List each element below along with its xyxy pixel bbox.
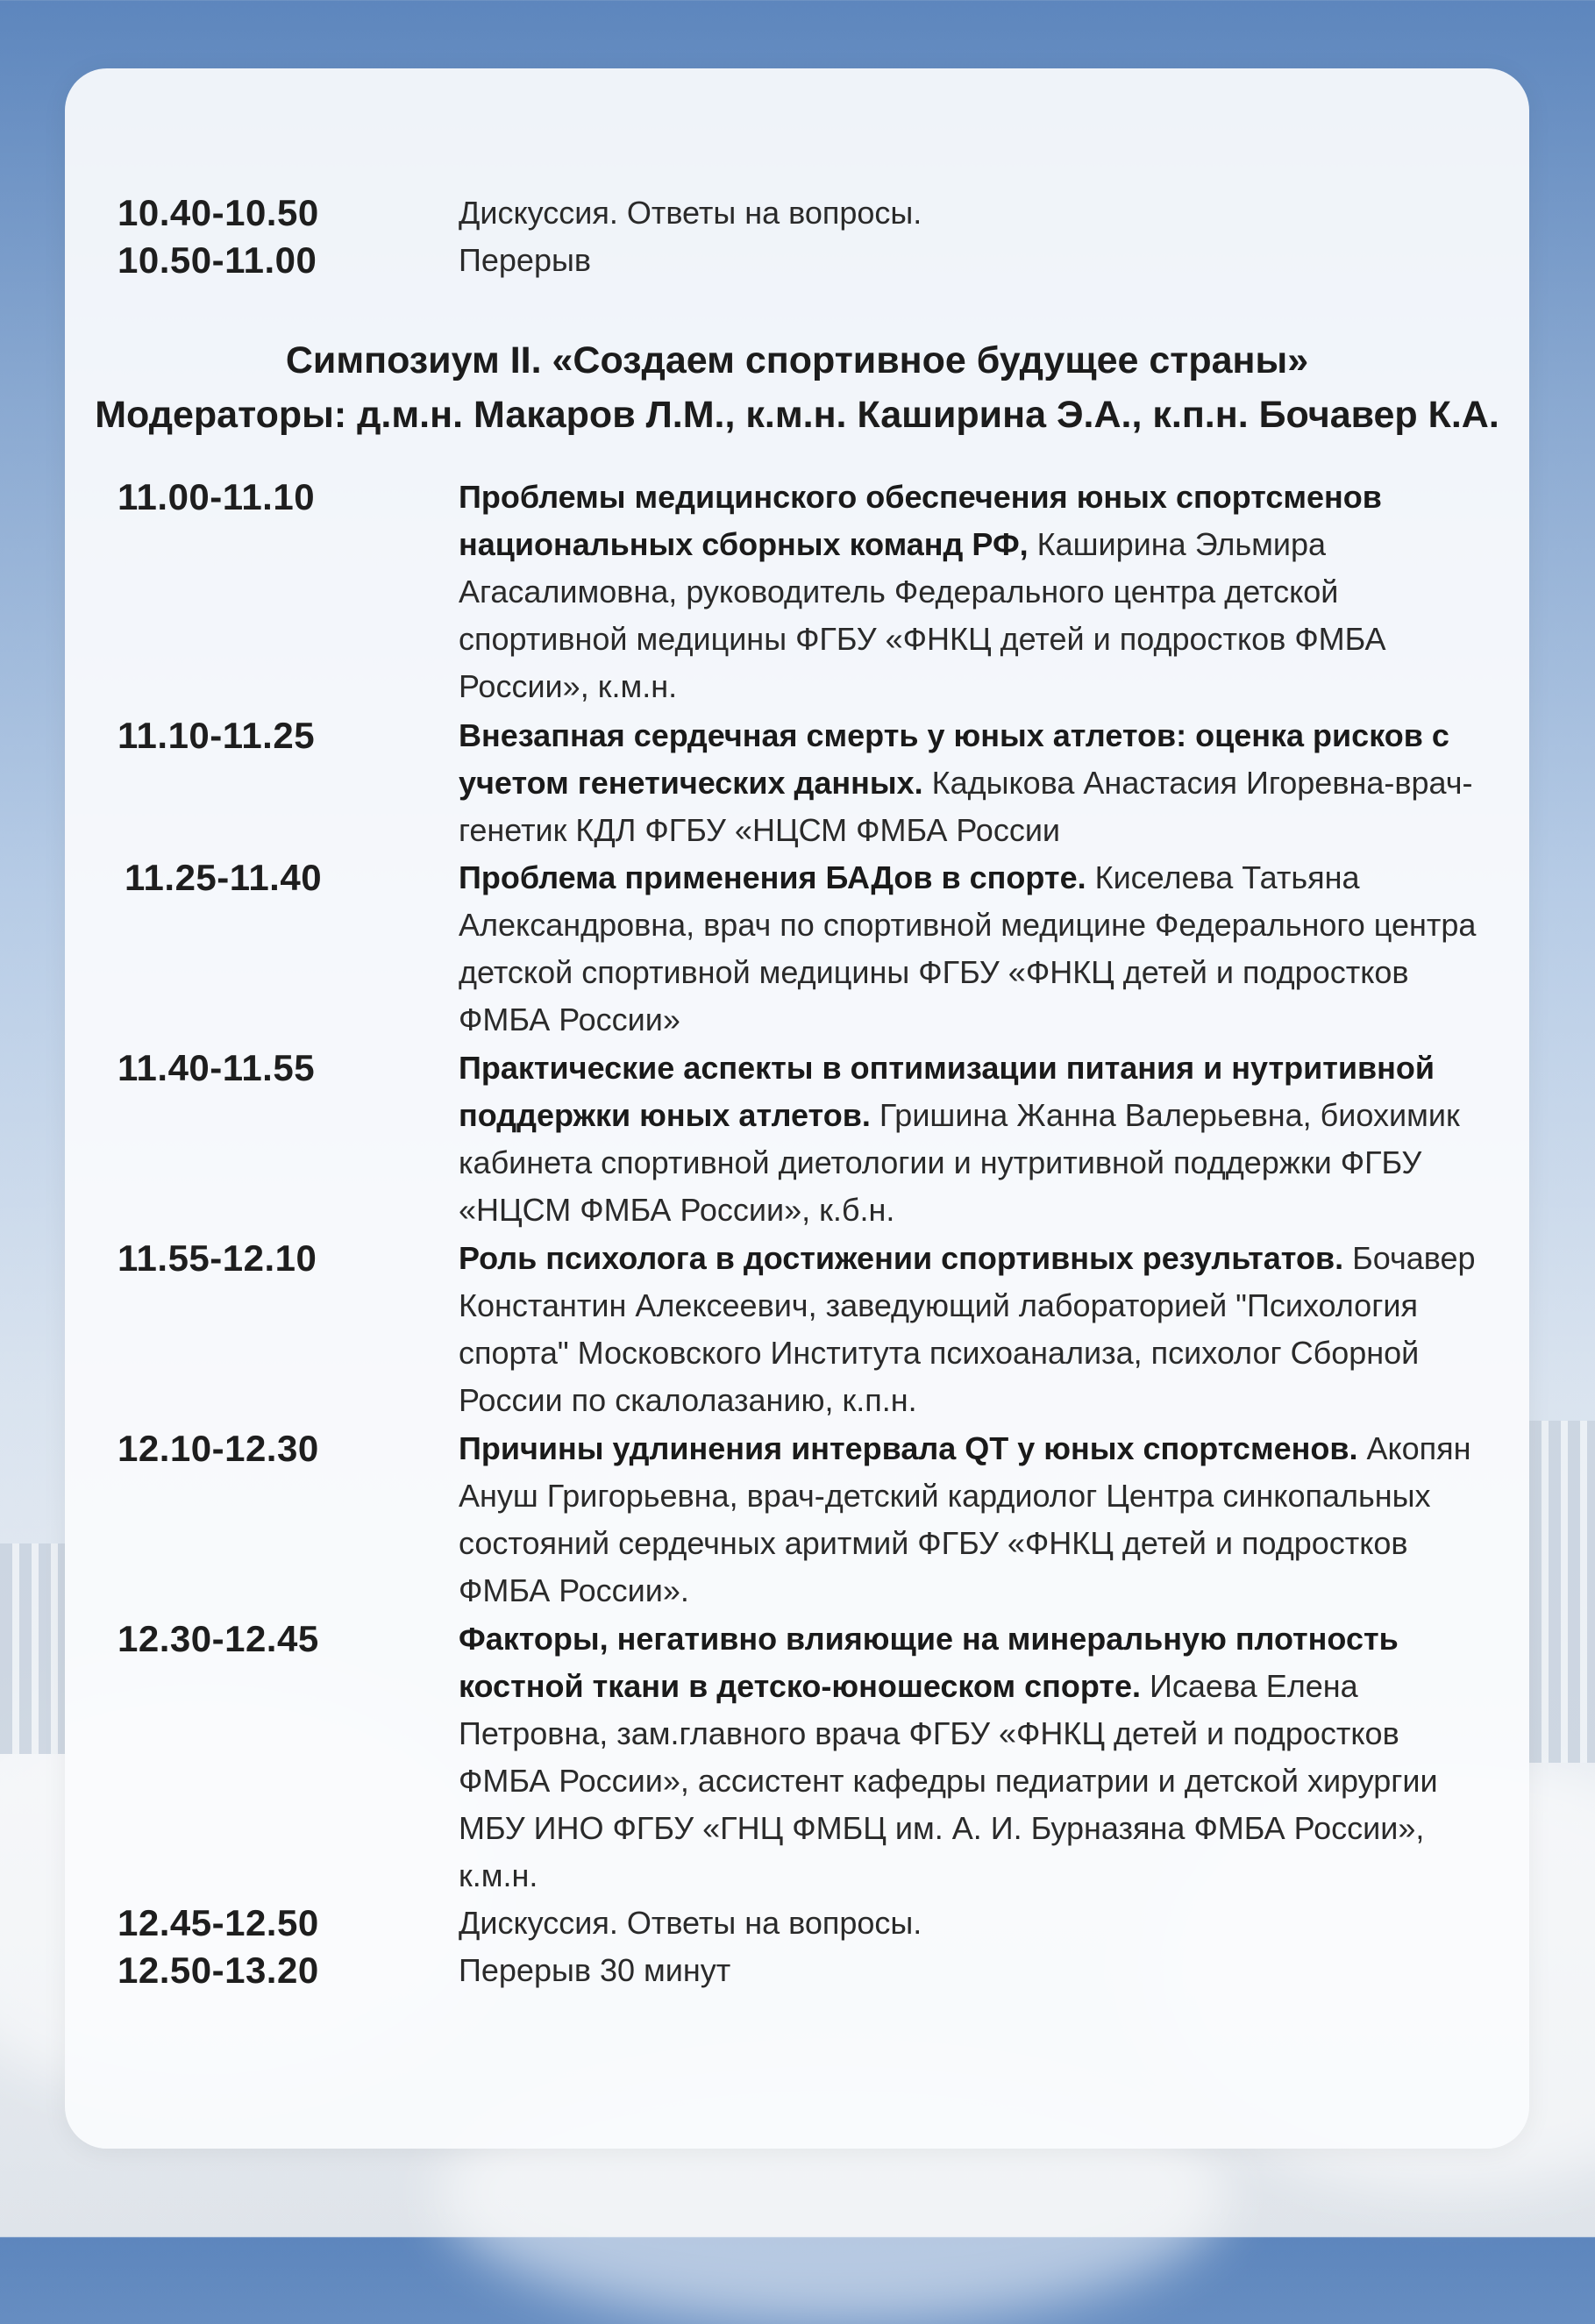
program-content — [65, 68, 1529, 2149]
schedule-text: Дискуссия. Ответы на вопросы. — [459, 195, 922, 231]
talk-title: Практические аспекты в оптимизации питания и нутритивной поддержки юных атлетов. — [459, 1050, 1435, 1133]
talk-description — [459, 712, 1485, 854]
symposium-title: Симпозиум II. «Создаем спортивное будущее страны» — [285, 339, 1309, 381]
schedule-time: 12.45-12.50 — [117, 1902, 319, 1943]
schedule-time: 10.40-10.50 — [117, 192, 319, 233]
talk-time: 11.40-11.55 — [117, 1047, 316, 1088]
talk-time: 11.55-12.10 — [117, 1237, 317, 1279]
talk-speaker: Исаева Елена Петровна, зам.главного врача ФГБУ «ФНКЦ детей и подростков ФМБА России», ассистент кафедры педиатрии и детской хирургии МБУ ИНО ФГБУ «ГНЦ ФМБЦ им. А. И. Бурназяна ФМБА России», к.м.н. — [459, 1668, 1438, 1893]
talk-description — [459, 474, 1485, 710]
talk-time: 12.30-12.45 — [117, 1618, 319, 1659]
talk-time: 11.25-11.40 — [125, 857, 323, 898]
talk-description — [459, 1615, 1485, 1900]
talk-description — [459, 1235, 1485, 1424]
talk-time: 11.00-11.10 — [117, 476, 316, 517]
talk-title: Проблемы медицинского обеспечения юных спортсменов национальных сборных команд РФ, — [459, 479, 1382, 562]
symposium-moderators: Модераторы: д.м.н. Макаров Л.М., к.м.н. Каширина Э.А., к.п.н. Бочавер К.А. — [95, 394, 1499, 436]
schedule-text: Перерыв 30 минут — [459, 1952, 731, 1988]
talk-time: 12.10-12.30 — [117, 1428, 319, 1469]
talk-speaker: Бочавер Константин Алексеевич, заведующий лабораторией "Психология спорта" Московского Института психоанализа, психолог Сборной России по скалолазанию, к.п.н. — [459, 1240, 1476, 1418]
talk-speaker: Киселева Татьяна Александровна, врач по спортивной медицине Федерального центра детской спортивной медицины ФГБУ «ФНКЦ детей и подростков ФМБА России» — [459, 859, 1477, 1037]
talk-description — [459, 1425, 1485, 1615]
talk-title: Роль психолога в достижении спортивных результатов. — [459, 1240, 1344, 1276]
schedule-time: 12.50-13.20 — [117, 1950, 319, 1991]
schedule-text: Дискуссия. Ответы на вопросы. — [459, 1905, 922, 1941]
schedule-text: Перерыв — [459, 242, 591, 278]
schedule-time: 10.50-11.00 — [117, 239, 317, 281]
background-building — [0, 1543, 65, 1754]
talk-speaker: Акопян Ануш Григорьевна, врач-детский кардиолог Центра синкопальных состояний сердечных аритмий ФГБУ «ФНКЦ детей и подростков ФМБА России». — [459, 1430, 1471, 1608]
talk-title: Проблема применения БАДов в спорте. — [459, 859, 1086, 895]
talk-speaker: Гришина Жанна Валерьевна, биохимик кабинета спортивной диетологии и нутритивной поддержки ФГБУ «НЦСМ ФМБА России», к.б.н. — [459, 1097, 1460, 1228]
talk-description — [459, 1044, 1485, 1234]
talk-speaker: Каширина Эльмира Агасалимовна, руководитель Федерального центра детской спортивной медицины ФГБУ «ФНКЦ детей и подростков ФМБА России», к.м.н. — [459, 526, 1386, 704]
talk-title: Внезапная сердечная смерть у юных атлетов: оценка рисков с учетом генетических данных. — [459, 717, 1449, 801]
talk-title: Причины удлинения интервала QT у юных спортсменов. — [459, 1430, 1358, 1466]
talk-title: Факторы, негативно влияющие на минеральную плотность костной ткани в детско-юношеском спорте. — [459, 1621, 1399, 1704]
background-building — [1529, 1421, 1595, 1763]
talk-description — [459, 854, 1485, 1044]
talk-time: 11.10-11.25 — [117, 715, 316, 756]
program-card — [65, 68, 1529, 2149]
talk-speaker: Кадыкова Анастасия Игоревна-врач-генетик КДЛ ФГБУ «НЦСМ ФМБА России — [459, 765, 1473, 848]
